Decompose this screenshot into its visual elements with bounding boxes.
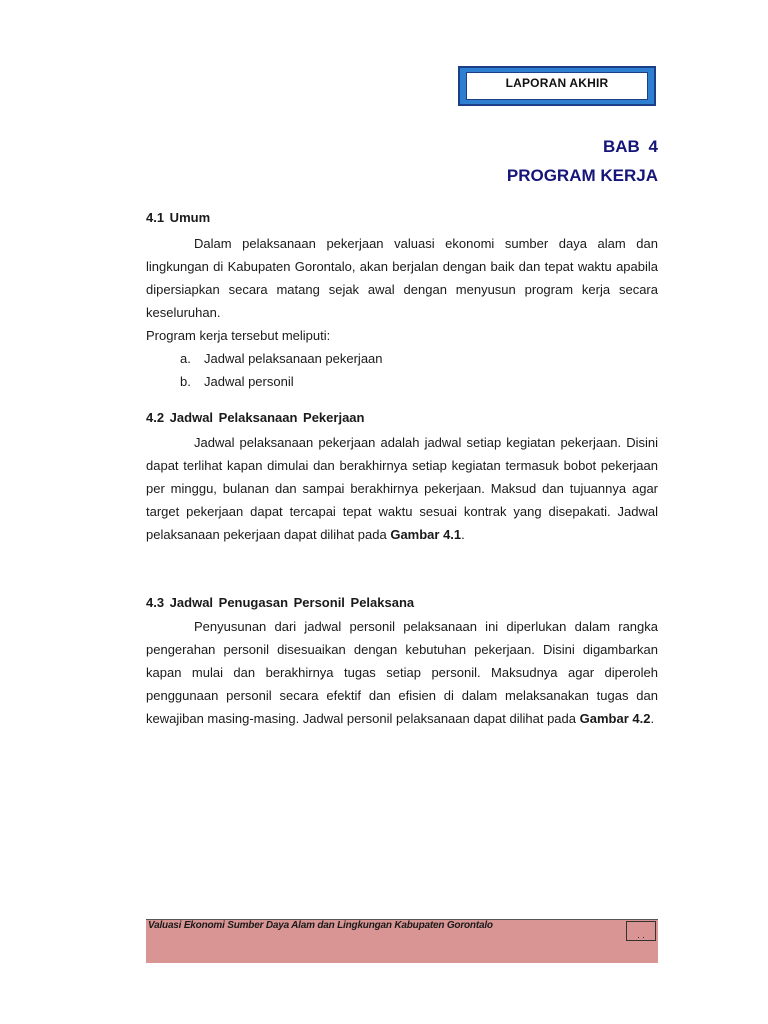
section-4-1-intro: Program kerja tersebut meliputi: xyxy=(146,328,331,343)
section-4-3-end: . xyxy=(650,711,655,726)
footer-title: Valuasi Ekonomi Sumber Daya Alam dan Lingkungan Kabupaten Gorontalo xyxy=(148,920,493,931)
list-item xyxy=(146,370,658,393)
figure-ref-4-1: Gambar 4.1 xyxy=(390,527,462,542)
section-4-1-paragraph: Dalam pelaksanaan pekerjaan valuasi ekonomi sumber daya alam dan lingkungan di Kabupaten Gorontalo, akan berjalan dengan baik dan tepat waktu apabila dipersiapkan secara matang sejak awal dengan menyusun program kerja secara keseluruhan. xyxy=(146,236,658,320)
chapter-title: PROGRAM KERJA xyxy=(506,166,658,185)
list-item xyxy=(146,347,658,370)
section-4-3-heading: 4.3 Jadwal Penugasan Personil Pelaksana xyxy=(146,595,415,610)
section-4-1-heading: 4.1 Umum xyxy=(146,210,211,225)
section-4-2-text: Jadwal pelaksanaan pekerjaan adalah jadwal setiap kegiatan pekerjaan. Disini dapat terlihat kapan dimulai dan berakhirnya setiap kegiatan termasuk bobot pekerjaan per minggu, bulanan dan sampai berakhirnya pekerjaan. Maksud dan tujuannya agar target pekerjaan dapat tercapai tepat waktu sesuai kontrak yang disepakati. Jadwal pelaksanaan pekerjaan dapat dilihat pada xyxy=(146,435,658,542)
report-header-box xyxy=(458,66,656,106)
report-header-label: LAPORAN AKHIR xyxy=(466,72,648,100)
section-4-3-body xyxy=(146,615,658,730)
list-marker: b. xyxy=(180,374,191,389)
section-4-1-body xyxy=(146,232,658,393)
page-footer xyxy=(146,919,658,963)
list-text: Jadwal personil xyxy=(204,374,294,389)
section-4-3-text: Penyusunan dari jadwal personil pelaksanaan ini diperlukan dalam rangka pengerahan personil disesuaikan dengan kebutuhan pekerjaan. Disini digambarkan kapan mulai dan berakhirnya tugas setiap personil. Maksudnya agar diperoleh penggunaan personil secara efektif dan efisien di dalam melaksanakan tugas dan kewajiban masing-masing. Jadwal personil pelaksanaan dapat dilihat pada xyxy=(146,619,658,726)
section-4-2-body xyxy=(146,431,658,546)
list-marker: a. xyxy=(180,351,191,366)
page-number-box: . . xyxy=(626,921,656,941)
figure-ref-4-2: Gambar 4.2 xyxy=(579,711,651,726)
section-4-2-paragraph xyxy=(146,431,658,546)
section-4-2-heading: 4.2 Jadwal Pelaksanaan Pekerjaan xyxy=(146,410,365,425)
section-4-2-end: . xyxy=(461,527,465,542)
section-4-3-paragraph xyxy=(146,615,658,730)
list-text: Jadwal pelaksanaan pekerjaan xyxy=(204,351,383,366)
chapter-number: BAB 4 xyxy=(602,137,658,156)
